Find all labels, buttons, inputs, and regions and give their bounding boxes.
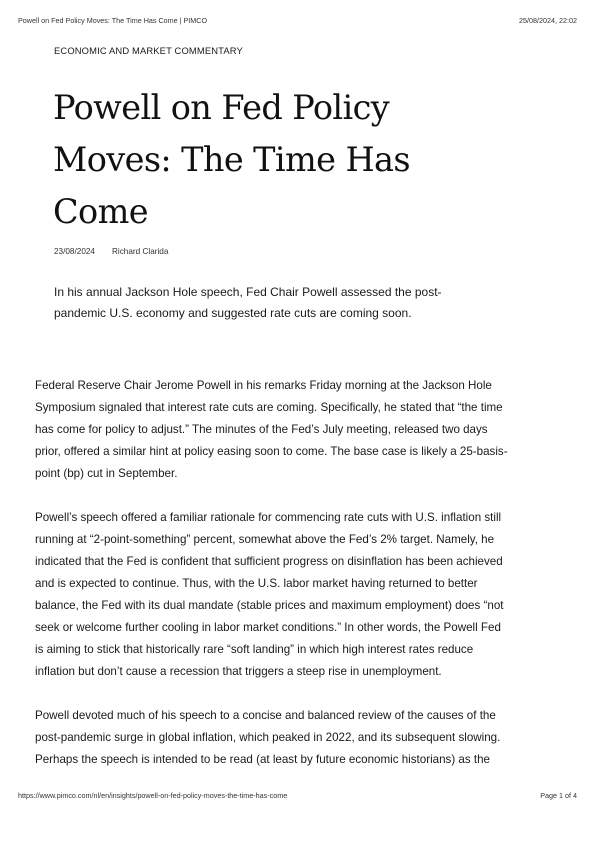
body-line: balance, the Fed with its dual mandate (stable prices and maximum employment) does “not <box>35 599 504 612</box>
headline-line: Come <box>53 192 148 231</box>
body-line: Symposium signaled that interest rate cuts are coming. Specifically, he stated that “the time <box>35 401 503 414</box>
body-line: Powell devoted much of his speech to a concise and balanced review of the causes of the <box>35 709 496 722</box>
body-line: inflation but don’t cause a recession that triggers a steep rise in unemployment. <box>35 665 442 678</box>
body-line: post-pandemic surge in global inflation, which peaked in 2022, and its subsequent slowing. <box>35 731 501 744</box>
footer-url[interactable]: https://www.pimco.com/nl/en/insights/powell-on-fed-policy-moves-the-time-has-come <box>18 791 288 800</box>
body-line: point (bp) cut in September. <box>35 467 178 480</box>
body-paragraph <box>35 507 563 683</box>
headline-line: Powell on Fed Policy <box>53 88 390 127</box>
article-intro <box>54 282 484 324</box>
print-header <box>18 16 577 28</box>
article-headline <box>53 82 523 238</box>
body-line: prior, offered a similar hint at policy easing soon to come. The base case is likely a 25-basis- <box>35 445 508 458</box>
article-body <box>35 375 563 793</box>
body-line: Perhaps the speech is intended to be read (at least by future economic historians) as the <box>35 753 490 766</box>
body-line: has come for policy to adjust.” The minutes of the Fed’s July meeting, released two days <box>35 423 488 436</box>
article-category[interactable]: ECONOMIC AND MARKET COMMENTARY <box>54 45 243 56</box>
body-line: indicated that the Fed is confident that sufficient progress on disinflation has been achieved <box>35 555 503 568</box>
print-footer <box>18 791 577 803</box>
body-line: and is expected to continue. Thus, with the U.S. labor market having returned to better <box>35 577 478 590</box>
footer-page-number: Page 1 of 4 <box>540 791 577 800</box>
body-paragraph <box>35 705 563 771</box>
intro-line: pandemic U.S. economy and suggested rate cuts are coming soon. <box>54 306 412 320</box>
body-line: running at “2-point-something” percent, somewhat above the Fed’s 2% target. Namely, he <box>35 533 495 546</box>
headline-line: Moves: The Time Has <box>53 140 411 179</box>
intro-line: In his annual Jackson Hole speech, Fed Chair Powell assessed the post- <box>54 285 442 299</box>
article-date: 23/08/2024 <box>54 247 95 256</box>
body-paragraph <box>35 375 563 485</box>
print-header-datetime: 25/08/2024, 22:02 <box>519 16 577 25</box>
body-line: Federal Reserve Chair Jerome Powell in his remarks Friday morning at the Jackson Hole <box>35 379 492 392</box>
print-header-title: Powell on Fed Policy Moves: The Time Has Come | PIMCO <box>18 16 208 25</box>
body-line: is aiming to stick that historically rare “soft landing” in which high interest rates reduce <box>35 643 474 656</box>
article-meta <box>54 247 168 256</box>
body-line: seek or welcome further cooling in labor market conditions.” In other words, the Powell Fed <box>35 621 501 634</box>
article-author[interactable]: Richard Clarida <box>111 247 169 256</box>
body-line: Powell’s speech offered a familiar rationale for commencing rate cuts with U.S. inflation still <box>35 511 502 524</box>
